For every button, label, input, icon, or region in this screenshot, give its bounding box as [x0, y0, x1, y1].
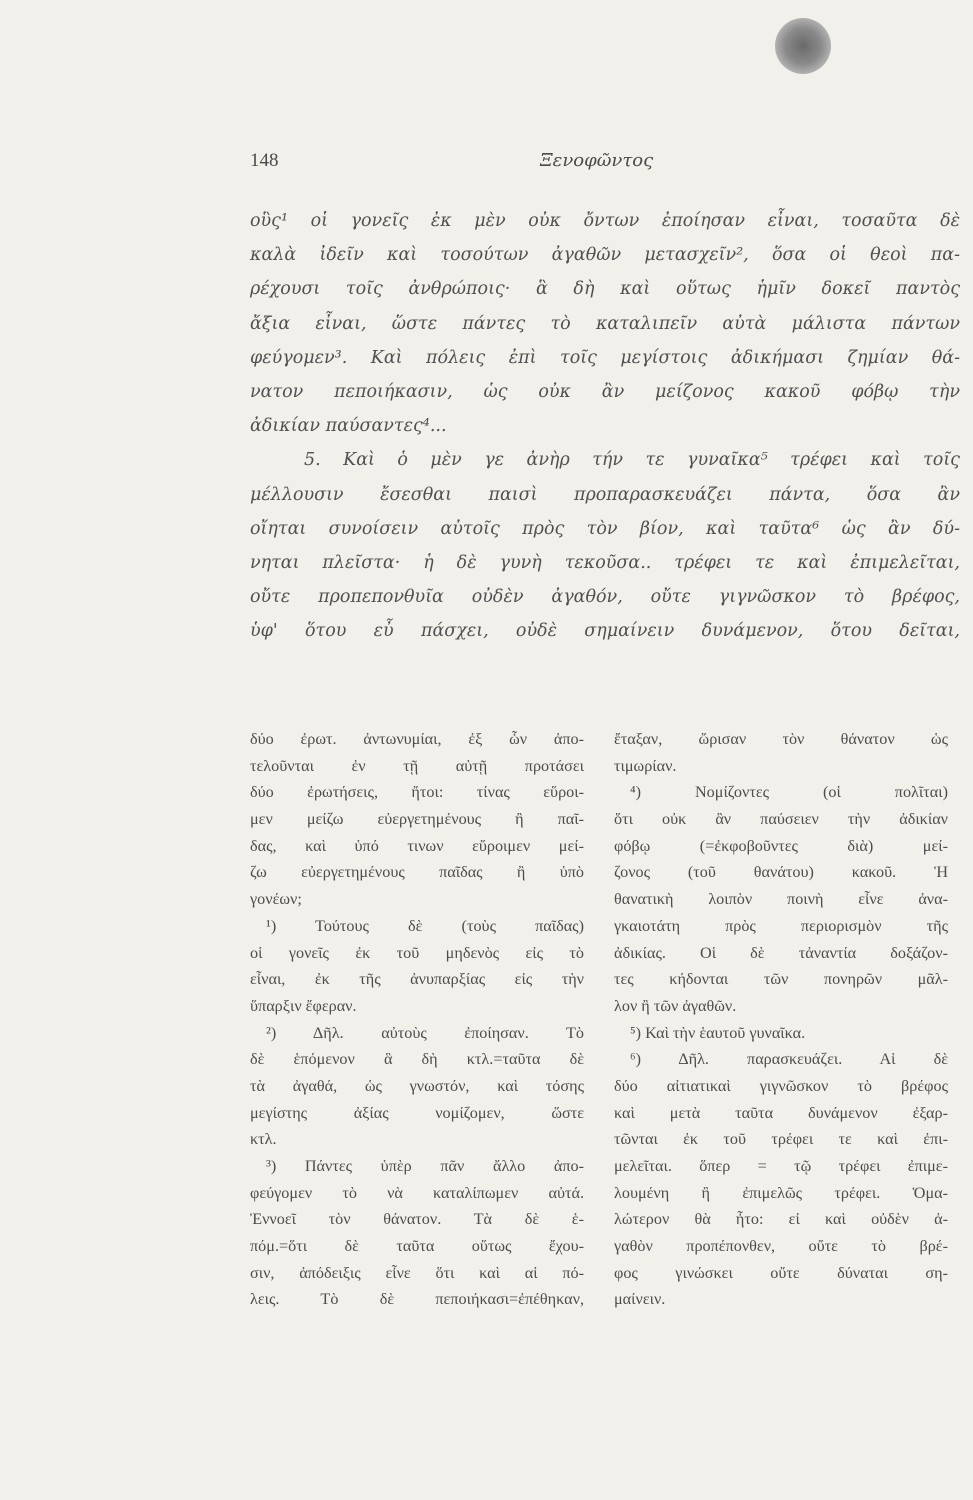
note-line: τελοῦνται ἐν τῇ αὐτῇ προτάσει	[250, 756, 584, 775]
note-line: ὕπαρξιν ἔφεραν.	[250, 996, 357, 1015]
note-line: καὶ μετὰ ταῦτα δυνάμενον ἐξαρ-	[614, 1103, 948, 1122]
notes-left-column	[250, 726, 584, 1313]
page-number: 148	[250, 150, 279, 171]
note-line: πόμ.=ὅτι δὲ ταῦτα οὕτως ἔχου-	[250, 1237, 584, 1256]
main-text	[250, 204, 960, 648]
running-title: Ξενοφῶντος	[540, 150, 654, 171]
note-line: ζονος (τοῦ θανάτου) κακοῦ. Ἡ	[614, 863, 948, 882]
note-line: φος γινώσκει οὔτε δύναται ση-	[614, 1263, 948, 1282]
note-line: ⁵) Καὶ τὴν ἑαυτοῦ γυναῖκα.	[630, 1023, 806, 1042]
note-line: τὰ ἀγαθά, ὡς γνωστόν, καὶ τόσης	[250, 1076, 584, 1095]
main-text-line: νατον πεποιήκασιν, ὡς οὐκ ἂν μείζονος κακοῦ φόβῳ τὴν	[250, 381, 960, 402]
main-text-line: μέλλουσιν ἔσεσθαι παισὶ προπαρασκευάζει πάντα, ὅσα ἂν	[250, 484, 960, 505]
main-text-line: οἴηται συνοίσειν αὐτοῖς πρὸς τὸν βίον, καὶ ταῦτα⁶ ὡς ἂν δύ-	[250, 518, 960, 539]
note-line: λώτερον θὰ ἦτο: εἰ καὶ οὐδὲν ἀ-	[614, 1210, 948, 1229]
note-line: ⁴) Νομίζοντες (οἱ πολῖται)	[630, 783, 948, 802]
note-line: μαίνειν.	[614, 1290, 666, 1309]
note-line: γονέων;	[250, 890, 302, 909]
notes-right-column	[614, 726, 948, 1313]
note-line: λον ἢ τῶν ἀγαθῶν.	[614, 996, 737, 1015]
note-line: τῶνται ἐκ τοῦ τρέφει τε καὶ ἐπι-	[614, 1130, 948, 1149]
note-line: δύο ἐρωτήσεις, ἤτοι: τίνας εὕροι-	[250, 783, 584, 802]
ink-spot	[775, 18, 831, 74]
note-line: τιμωρίαν.	[614, 756, 677, 775]
note-line: λεις. Τὸ δὲ πεποιήκασι=ἐπέθηκαν,	[250, 1290, 584, 1309]
note-line: φόβῳ (=ἐκφοβοῦντες διὰ) μεί-	[614, 836, 948, 855]
note-line: ἀδικίας. Οἱ δὲ τἀναντία δοξάζον-	[614, 943, 948, 962]
note-line: γαθὸν προπέπονθεν, οὔτε τὸ βρέ-	[614, 1237, 948, 1256]
note-line: σιν, ἀπόδειξις εἶνε ὅτι καὶ αἱ πό-	[250, 1263, 584, 1282]
note-line: δύο ἐρωτ. ἀντωνυμίαι, ἐξ ὧν ἀπο-	[250, 730, 584, 748]
main-text-line: φεύγομεν³. Καὶ πόλεις ἐπὶ τοῖς μεγίστοις ἀδικήμασι ζημίαν θά-	[250, 347, 960, 368]
note-line: ¹) Τούτους δὲ (τοὺς παῖδας)	[266, 916, 584, 935]
note-line: δὲ ἑπόμενον ἃ δὴ κτλ.=ταῦτα δὲ	[250, 1050, 584, 1069]
note-line: ἔταξαν, ὥρισαν τὸν θάνατον ὡς	[614, 730, 948, 748]
note-line: θανατικὴ λοιπὸν ποινὴ εἶνε ἀνα-	[614, 890, 948, 909]
note-line: Ἐννοεῖ τὸν θάνατον. Τὰ δὲ ἑ-	[250, 1210, 584, 1229]
note-line: λουμένη ἢ ἐπιμελῶς τρέφει. Ὁμα-	[614, 1183, 948, 1202]
note-line: ὅτι οὐκ ἂν παύσειεν τὴν ἀδικίαν	[614, 810, 948, 829]
note-line: ³) Πάντες ὑπὲρ πᾶν ἄλλο ἀπο-	[266, 1157, 584, 1175]
note-line: μεγίστης ἀξίας νομίζομεν, ὥστε	[250, 1103, 584, 1122]
note-line: δύο αἰτιατικαὶ γιγνῶσκον τὸ βρέφος	[614, 1076, 948, 1095]
note-line: μελεῖται. ὅπερ = τῷ τρέφει ἐπιμε-	[614, 1157, 948, 1175]
note-line: οἱ γονεῖς ἐκ τοῦ μηδενὸς εἰς τὸ	[250, 943, 584, 962]
main-text-line: ὑφ' ὅτου εὖ πάσχει, οὐδὲ σημαίνειν δυνάμενον, ὅτου δεῖται,	[250, 621, 960, 642]
note-line: ²) Δῆλ. αὐτοὺς ἐποίησαν. Τὸ	[266, 1023, 584, 1042]
note-line: μεν μείζω εὐεργετημένους ἢ παῖ-	[250, 810, 584, 829]
note-line: τες κήδονται τῶν πονηρῶν μᾶλ-	[614, 970, 948, 989]
main-text-line: οὔτε προπεπονθυῖα οὐδὲν ἀγαθόν, οὔτε γιγνῶσκον τὸ βρέφος,	[250, 587, 960, 608]
main-text-line: ρέχουσι τοῖς ἀνθρώποις· ἃ δὴ καὶ οὕτως ἡμῖν δοκεῖ παντὸς	[250, 279, 960, 300]
note-line: ⁶) Δῆλ. παρασκευάζει. Αἱ δὲ	[630, 1050, 948, 1069]
main-text-line: καλὰ ἰδεῖν καὶ τοσούτων ἀγαθῶν μετασχεῖν², ὅσα οἱ θεοὶ πα-	[250, 245, 960, 266]
note-line: εἶναι, ἐκ τῆς ἀνυπαρξίας εἰς τὴν	[250, 970, 584, 989]
main-text-line: 5. Καὶ ὁ μὲν γε ἀνὴρ τήν τε γυναῖκα⁵ τρέφει καὶ τοῖς	[304, 450, 960, 471]
page-header	[250, 150, 960, 180]
main-text-line: νηται πλεῖστα· ἡ δὲ γυνὴ τεκοῦσα.. τρέφει τε καὶ ἐπιμελεῖται,	[250, 552, 960, 573]
note-line: φεύγομεν τὸ νὰ καταλίπωμεν αὐτά.	[250, 1183, 584, 1202]
main-text-line: ἀδικίαν παύσαντες⁴...	[250, 416, 447, 437]
note-line: κτλ.	[250, 1130, 277, 1149]
note-line: δας, καὶ ὑπό τινων εὕροιμεν μεί-	[250, 836, 584, 855]
note-line: γκαιοτάτη πρὸς περιορισμὸν τῆς	[614, 916, 948, 935]
note-line: ζω εὐεργετημένους παῖδας ἢ ὑπὸ	[250, 863, 584, 882]
main-text-line: οὓς¹ οἱ γονεῖς ἐκ μὲν οὐκ ὄντων ἐποίησαν εἶναι, τοσαῦτα δὲ	[250, 211, 960, 231]
main-text-line: ἄξια εἶναι, ὥστε πάντες τὸ καταλιπεῖν αὐτὰ μάλιστα πάντων	[250, 313, 960, 334]
